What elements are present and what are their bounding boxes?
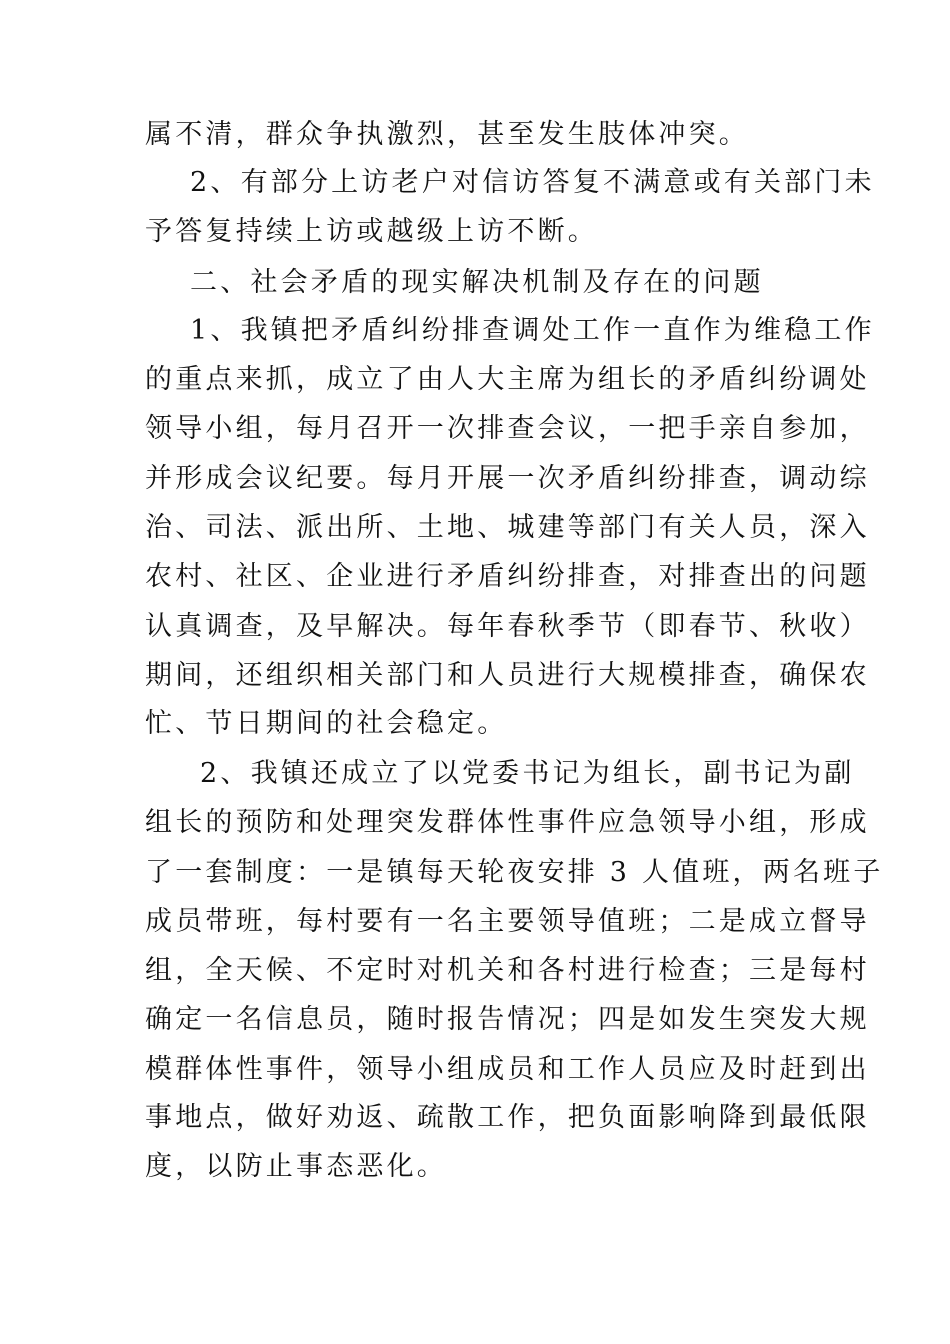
text-line: 2、有部分上访老户对信访答复不满意或有关部门未 bbox=[190, 167, 875, 198]
text-line: 度，以防止事态恶化。 bbox=[145, 1151, 447, 1182]
text-line: 属不清，群众争执激烈，甚至发生肢体冲突。 bbox=[145, 119, 749, 150]
text-line: 农村、社区、企业进行矛盾纠纷排查，对排查出的问题 bbox=[145, 561, 870, 592]
text-line: 组，全天候、不定时对机关和各村进行检查；三是每村 bbox=[145, 955, 870, 986]
text-line: 并形成会议纪要。每月开展一次矛盾纠纷排查，调动综 bbox=[145, 463, 870, 494]
text-line: 成员带班，每村要有一名主要领导值班；二是成立督导 bbox=[145, 906, 870, 937]
text-line: 组长的预防和处理突发群体性事件应急领导小组，形成 bbox=[145, 807, 870, 838]
text-line: 予答复持续上访或越级上访不断。 bbox=[145, 216, 598, 247]
text-line: 的重点来抓，成立了由人大主席为组长的矛盾纠纷调处 bbox=[145, 364, 870, 395]
text-line: 认真调查，及早解决。每年春秋季节（即春节、秋收） bbox=[145, 611, 870, 642]
text-line: 了一套制度：一是镇每天轮夜安排 3 人值班，两名班子 bbox=[145, 857, 884, 888]
text-line: 确定一名信息员，随时报告情况；四是如发生突发大规 bbox=[145, 1004, 870, 1035]
text-line: 治、司法、派出所、土地、城建等部门有关人员，深入 bbox=[145, 512, 870, 543]
section-heading: 二、社会矛盾的现实解决机制及存在的问题 bbox=[190, 267, 764, 298]
text-line: 事地点，做好劝返、疏散工作，把负面影响降到最低限 bbox=[145, 1102, 870, 1133]
text-line: 期间，还组织相关部门和人员进行大规模排查，确保农 bbox=[145, 660, 870, 691]
text-line: 忙、节日期间的社会稳定。 bbox=[145, 708, 508, 739]
text-line: 领导小组，每月召开一次排查会议，一把手亲自参加， bbox=[145, 413, 870, 444]
text-line: 2、我镇还成立了以党委书记为组长，副书记为副 bbox=[200, 758, 855, 789]
text-line: 1、我镇把矛盾纠纷排查调处工作一直作为维稳工作 bbox=[190, 315, 875, 346]
text-line: 模群体性事件，领导小组成员和工作人员应及时赶到出 bbox=[145, 1054, 870, 1085]
